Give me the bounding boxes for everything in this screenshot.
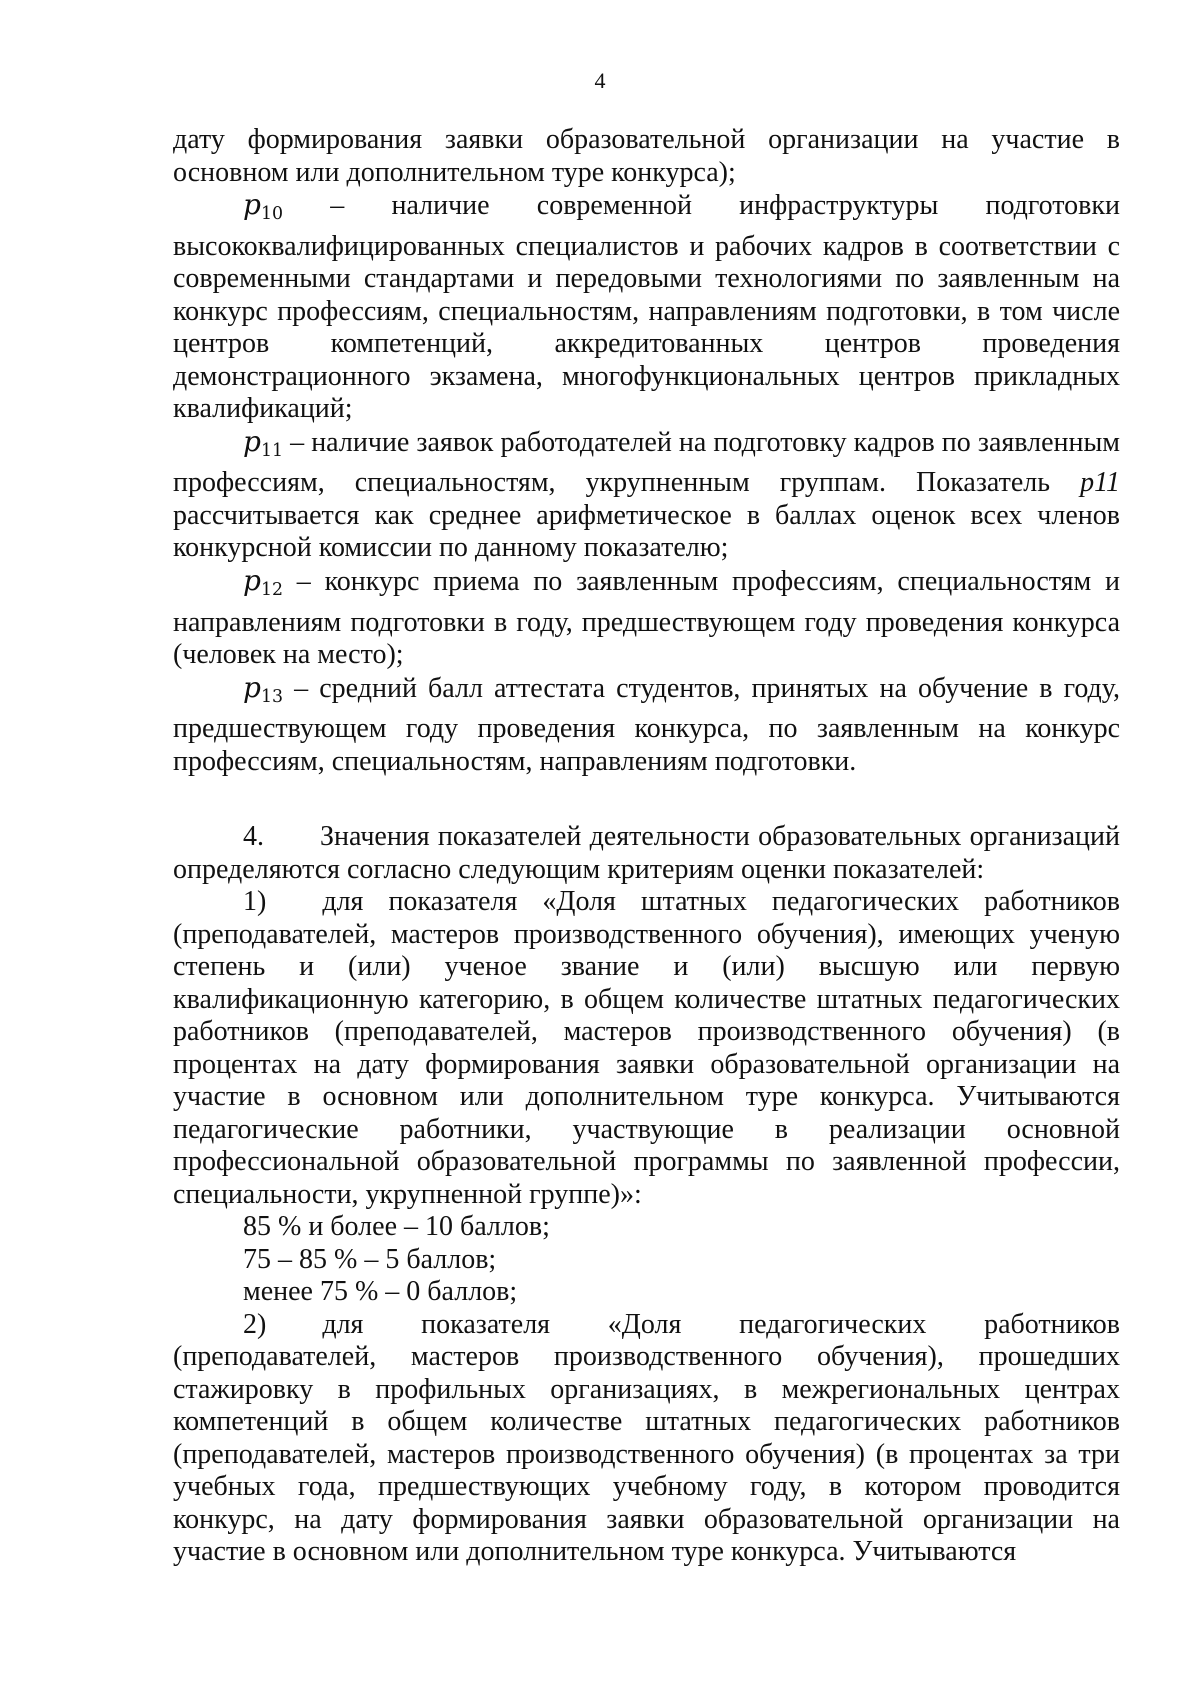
criterion-2: 2) для показателя «Доля педагогических работников (преподавателей, мастеров производственного обучения), прошедших стажировку в профильных организациях, в межрегиональных центрах компетенций в общем количестве штатных педагогических работников (преподавателей, мастеров производственного обучения) (в процентах за три учебных года, предшествующих учебному году, в котором проводится конкурс, на дату формирования заявки образовательной организации на участие в основном или дополнительном туре конкурса. Учитываются bbox=[173, 1308, 1120, 1568]
page-number: 4 bbox=[594, 68, 606, 93]
indicator-symbol-p13: $p_{13}$ bbox=[243, 670, 284, 707]
paragraph-p11: $p_{11}$ – наличие заявок работодателей на подготовку кадров по заявленным профессиям, специальностям, укрупненным группам. Показатель p11 рассчитывается как среднее арифметическое в баллах оценок всех членов конкурсной комиссии по данному показателю; bbox=[173, 424, 1120, 564]
score-line-2: 75 – 85 % – 5 баллов; bbox=[243, 1243, 497, 1275]
indicator-symbol-p10: $p_{10}$ bbox=[243, 188, 284, 225]
score-line-3: менее 75 % – 0 баллов; bbox=[243, 1276, 518, 1308]
section-gap bbox=[173, 778, 1120, 821]
document-body bbox=[173, 124, 1120, 1569]
inline-indicator-p11: p11 bbox=[1080, 467, 1120, 499]
paragraph-continuation: дату формирования заявки образовательной организации на участие в основном или дополнительном туре конкурса); bbox=[173, 124, 1120, 188]
criterion-1: 1) для показателя «Доля штатных педагогических работников (преподавателей, мастеров производственного обучения), имеющих ученую степень и (или) ученое звание и (или) высшую или первую квалификационную категорию, в общем количестве штатных педагогических работников (преподавателей, мастеров производственного обучения) (в процентах на дату формирования заявки образовательной организации на участие в основном или дополнительном туре конкурса. Учитываются педагогические работники, участвующие в реализации основной профессиональной образовательной программы по заявленной профессии, специальности, укрупненной группе)»: bbox=[173, 886, 1120, 1210]
paragraph-p13: $p_{13}$ – средний балл аттестата студентов, принятых на обучение в году, предшествующем году проведения конкурса, по заявленным на конкурс профессиям, специальностям, направлениям подготовки. bbox=[173, 670, 1120, 777]
section-4-heading: 4. Значения показателей деятельности образовательных организаций определяются согласно следующим критериям оценки показателей: bbox=[173, 821, 1120, 885]
indicator-symbol-p11: $p_{11}$ bbox=[243, 424, 284, 461]
score-line-1: 85 % и более – 10 баллов; bbox=[243, 1211, 550, 1243]
indicator-symbol-p12: $p_{12}$ bbox=[243, 563, 284, 601]
paragraph-p10: $p_{10}$ – наличие современной инфраструктуры подготовки высококвалифицированных специалистов и рабочих кадров в соответствии с современными стандартами и передовыми технологиями по заявленным на конкурс профессиям, специальностям, направлениям подготовки, в том числе центров компетенций, аккредитованных центров проведения демонстрационного экзамена, многофункциональных центров прикладных квалификаций; bbox=[173, 188, 1120, 425]
paragraph-p12: $p_{12}$ – конкурс приема по заявленным профессиям, специальностям и направлениям подготовки в году, предшествующем году проведения конкурса (человек на место); bbox=[173, 563, 1120, 671]
